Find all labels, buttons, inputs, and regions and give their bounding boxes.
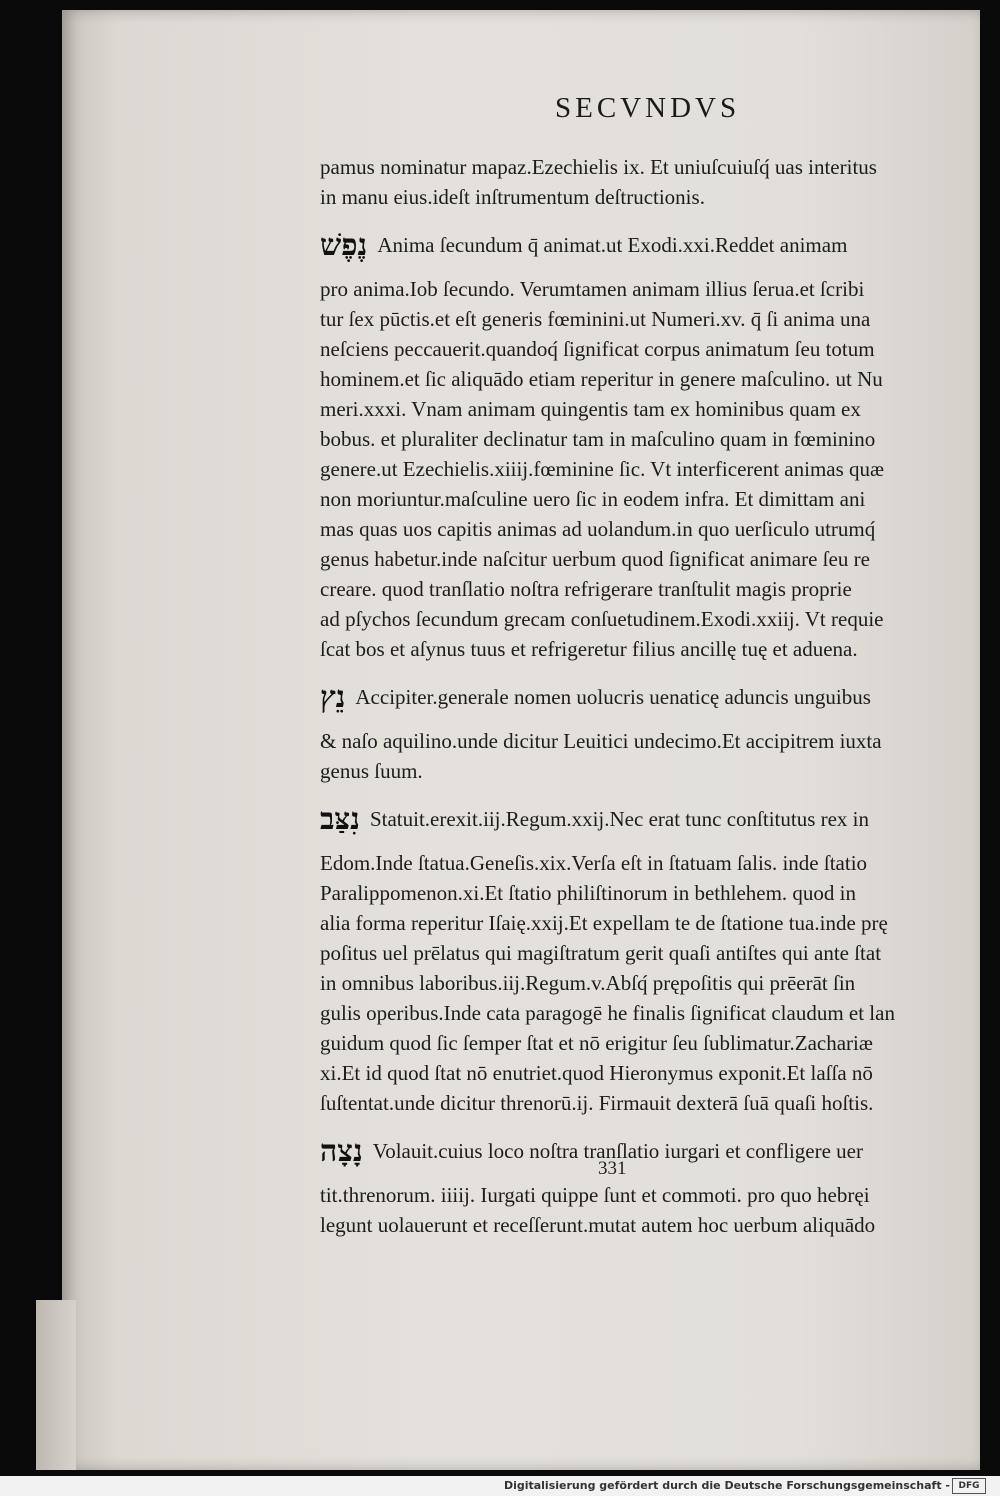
entry-line: pro anima.Iob ſecundo. Verumtamen animam illius ſerua.et ſcribi (320, 277, 865, 301)
entry-first-line: Anima ſecundum q̄ animat.ut Exodi.xxi.Reddet animam (377, 233, 848, 257)
entry-line: poſitus uel prēlatus qui magiſtratum gerit quaſi antiſtes qui ante ſtat (320, 941, 882, 965)
entry-first-line: Accipiter.generale nomen uolucris uenaticę aduncis unguibus (355, 685, 871, 709)
entry-line: legunt uolauerunt et receſſerunt.mutat autem hoc uerbum aliquādo (320, 1213, 876, 1237)
body-text (320, 152, 965, 1240)
entry-line: gulis operibus.Inde cata paragogē he finalis ſignificat claudum et lan (320, 1001, 895, 1025)
entry-line: non moriuntur.maſculine uero ſic in eodem infra. Et dimittam ani (320, 487, 866, 511)
hebrew-lemma: נִצַּב (320, 801, 360, 837)
entry-line: Paralippomenon.xi.Et ſtatio philiſtinorum in bethlehem. quod in (320, 881, 857, 905)
entry-line: tit.threnorum. iiiĳ. Iurgati quippe ſunt et commoti. pro quo hebręi (320, 1183, 870, 1207)
entry-line: tur ſex pūctis.et eſt generis fœminini.ut Numeri.xv. q̄ ſi anima una (320, 307, 871, 331)
entry-line: genus ſuum. (320, 759, 423, 783)
entry-heading (320, 676, 965, 718)
entry-line: mas quas uos capitis animas ad uolandum.in quo uerſiculo utrumq́ (320, 517, 876, 541)
running-head: SECVNDVS (555, 92, 741, 124)
entry-first-line: Statuit.erexit.iĳ.Regum.xxĳ.Nec erat tunc conſtitutus rex in (369, 807, 870, 831)
funding-notice: Digitalisierung gefördert durch die Deutsche Forschungsgemeinschaft - (503, 1479, 950, 1492)
intro-line: pamus nominatur mapaz.Ezechielis ix. Et uniuſcuiuſq́ uas interitus (320, 155, 877, 179)
entry-line: neſciens peccauerit.quandoq́ ſignificat corpus animatum ſeu totum (320, 337, 875, 361)
entry-line: ſcat bos et aſynus tuus et refrigeretur filius ancillę tuę et aduena. (320, 637, 858, 661)
folio-number: 331 (598, 1158, 627, 1179)
dfg-logo-icon: DFG (952, 1478, 986, 1494)
entry-line: meri.xxxi. Vnam animam quingentis tam ex hominibus quam ex (320, 397, 861, 421)
entry-line: hominem.et ſic aliquādo etiam reperitur in genere maſculino. ut Nu (320, 367, 883, 391)
hebrew-lemma: נֶפֶשׁ (320, 227, 368, 263)
entry-heading (320, 224, 965, 266)
entry-line: ſuſtentat.unde dicitur threnorū.ĳ. Firmauit dexterā ſuā quaſi hoſtis. (320, 1091, 874, 1115)
entry-line: alia forma reperitur Iſaię.xxĳ.Et expellam te de ſtatione tua.inde prę (320, 911, 888, 935)
entry-line: in omnibus laboribus.iĳ.Regum.v.Abſq́ prępoſitis qui prēerāt ſin (320, 971, 856, 995)
entry-first-line: Volauit.cuius loco noſtra tranſlatio iurgari et confligere uer (372, 1139, 863, 1163)
entry-line: ad pſychos ſecundum grecam conſuetudinem.Exodi.xxiĳ. Vt requie (320, 607, 884, 631)
intro-line: in manu eius.ideſt inſtrumentum deſtructionis. (320, 185, 705, 209)
entry-line: xi.Et id quod ſtat nō enutriet.quod Hieronymus exponit.Et laſſa nō (320, 1061, 873, 1085)
hebrew-lemma: נֵץ (320, 679, 346, 715)
hebrew-lemma: נָצָה (320, 1133, 363, 1169)
entry-heading (320, 1130, 965, 1172)
entry-heading (320, 798, 965, 840)
entry-line: Edom.Inde ſtatua.Geneſis.xix.Verſa eſt in ſtatuam ſalis. inde ſtatio (320, 851, 868, 875)
page-edge-stack (36, 1300, 76, 1470)
entry-line: guidum quod ſic ſemper ſtat et nō erigitur ſeu ſublimatur.Zachariæ (320, 1031, 873, 1055)
entry-line: bobus. et pluraliter declinatur tam in maſculino quam in fœminino (320, 427, 876, 451)
entry-line: genus habetur.inde naſcitur uerbum quod ſignificat animare ſeu re (320, 547, 870, 571)
entry-line: creare. quod tranſlatio noſtra refrigerare tranſtulit magis proprie (320, 577, 852, 601)
entry-line: & naſo aquilino.unde dicitur Leuitici undecimo.Et accipitrem iuxta (320, 729, 882, 753)
entry-line: genere.ut Ezechielis.xiiĳ.fœminine ſic. Vt interficerent animas quæ (320, 457, 885, 481)
